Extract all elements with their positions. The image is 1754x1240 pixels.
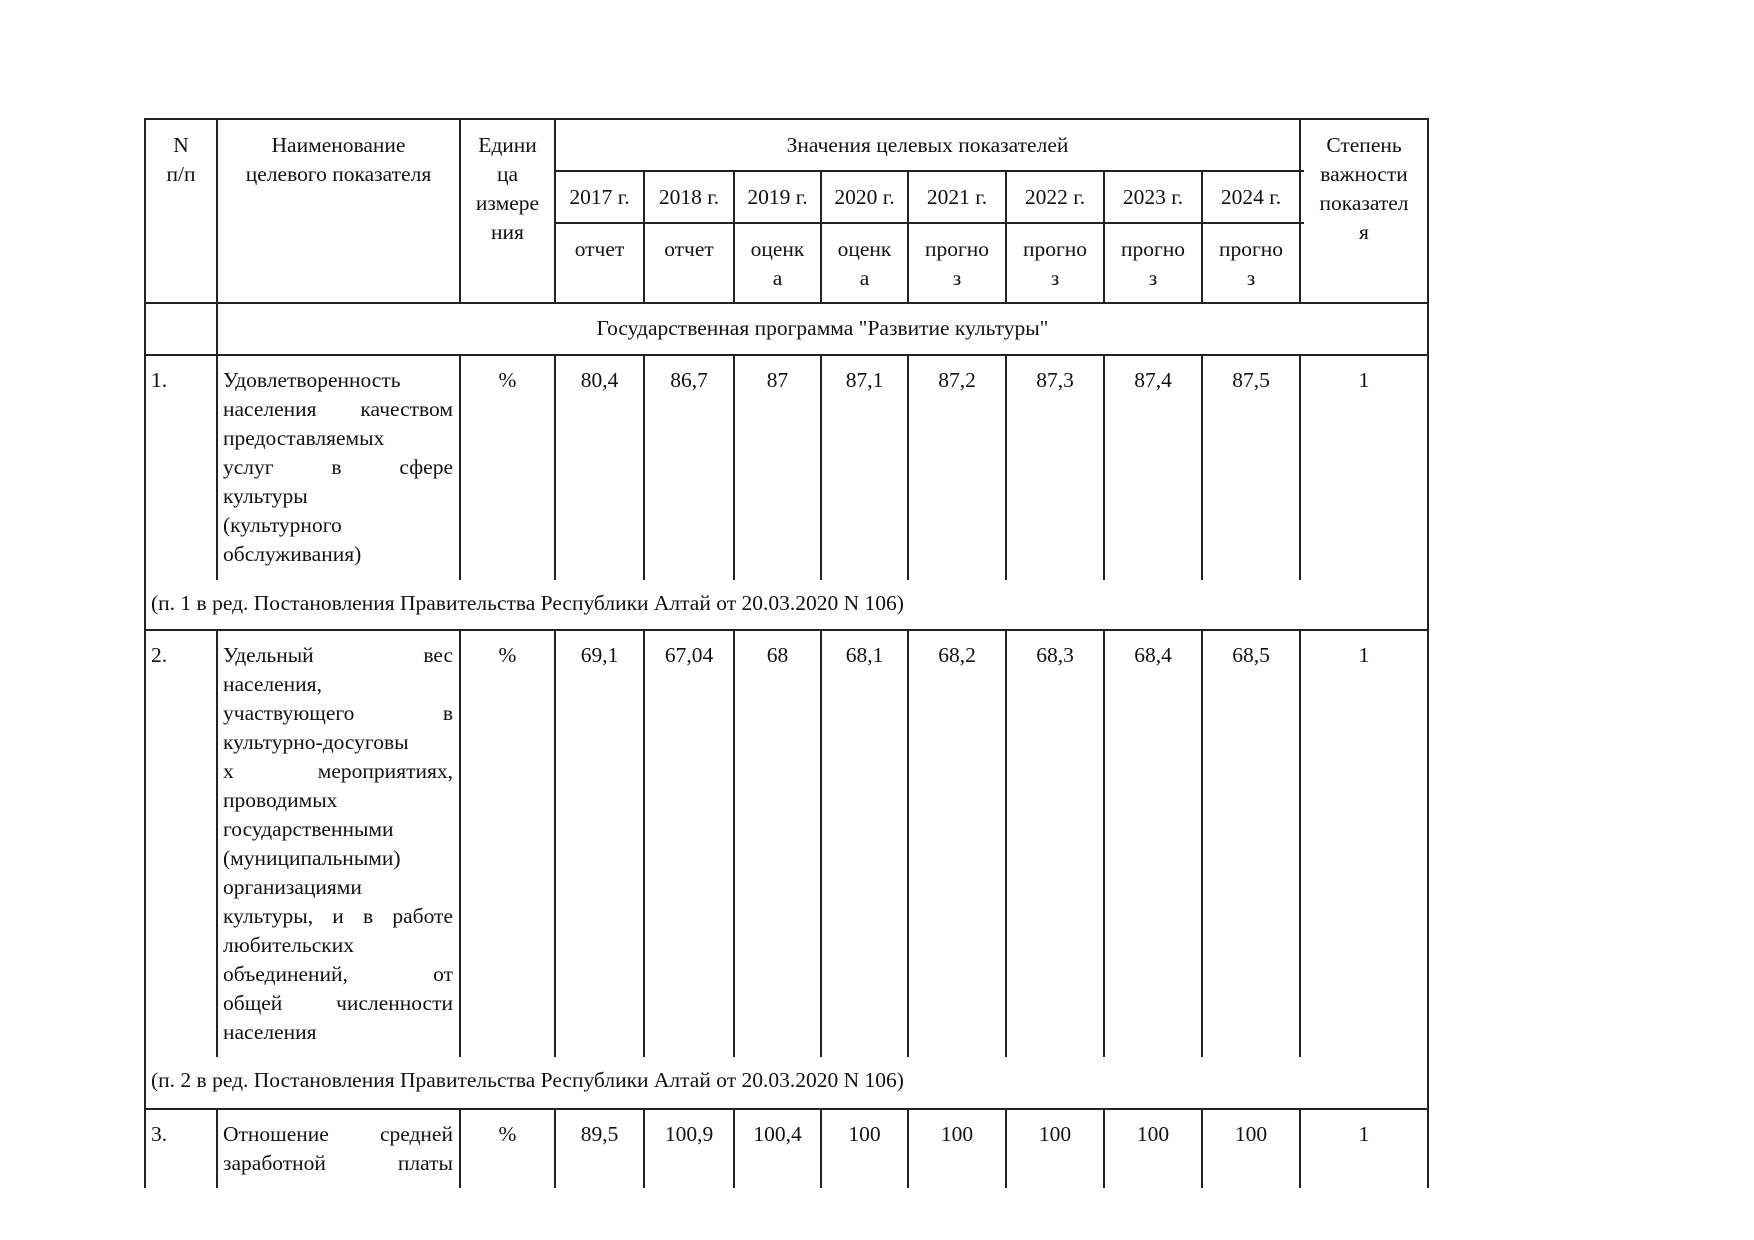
rule-v	[144, 629, 146, 1108]
row-value-2020: 68,1	[845, 643, 884, 667]
year-2021: 2021 г.	[926, 185, 988, 209]
row-value-2021: 87,2	[938, 368, 976, 392]
year-2019: 2019 г.	[747, 185, 808, 209]
name-line: организациями	[223, 875, 362, 899]
rule-v	[1427, 354, 1429, 629]
name-line: культурно-досуговы	[223, 730, 409, 754]
rule-v	[1427, 1108, 1429, 1188]
rule-top	[144, 118, 1428, 120]
header-name: Наименование целевого показателя	[245, 133, 432, 186]
row-value-2022: 100	[1038, 1122, 1072, 1146]
rule-row2-note-bottom	[144, 1108, 1428, 1110]
program-title: Государственная программа "Развитие культуры"	[596, 316, 1049, 340]
rule-v	[144, 354, 146, 629]
rule-v	[1299, 629, 1301, 1057]
row-unit: %	[498, 368, 517, 392]
name-line: обслуживания)	[223, 542, 362, 566]
rule-v	[1103, 629, 1105, 1057]
year-2020: 2020 г.	[834, 185, 895, 209]
type-2020: оценк а	[837, 237, 892, 290]
type-2017: отчет	[574, 237, 625, 261]
rule-v	[1427, 302, 1429, 354]
row-num: 2.	[151, 643, 168, 667]
name-line: услуг в сфере	[223, 455, 453, 479]
header-num: N п/п	[166, 133, 196, 186]
row-value-2020: 100	[848, 1122, 881, 1146]
type-2018: отчет	[664, 237, 714, 261]
type-2024: прогно з	[1218, 237, 1284, 290]
rule-v	[1201, 629, 1203, 1057]
name-line: культуры, и в работе	[223, 904, 453, 928]
rule-v	[216, 1108, 218, 1188]
rule-v	[643, 629, 645, 1057]
row-importance: 1	[1358, 1122, 1370, 1146]
year-2018: 2018 г.	[658, 185, 720, 209]
rule-v	[216, 629, 218, 1057]
row-unit: %	[498, 1122, 517, 1146]
row-value-2017: 69,1	[580, 643, 619, 667]
row-num: 1.	[151, 368, 168, 392]
row-value-2019: 100,4	[753, 1122, 802, 1146]
rule-row1-note-bottom	[144, 629, 1428, 631]
name-line: населения	[223, 1020, 317, 1044]
row-indicator-name	[223, 1120, 453, 1178]
name-line: Удовлетворенность	[223, 368, 401, 392]
row-value-2023: 100	[1136, 1122, 1170, 1146]
row-value-2019: 87	[766, 368, 789, 392]
type-2019: оценк а	[750, 237, 805, 290]
name-line: любительских	[223, 933, 354, 957]
type-2023: прогно з	[1120, 237, 1186, 290]
row-value-2022: 68,3	[1036, 643, 1074, 667]
row-value-2023: 87,4	[1134, 368, 1172, 392]
rule-v	[1005, 629, 1007, 1057]
row-value-2018: 100,9	[664, 1122, 714, 1146]
row-value-2021: 68,2	[938, 643, 976, 667]
rule-v	[1427, 629, 1429, 1108]
header-importance: Степень важности показател я	[1319, 133, 1409, 244]
rule-v	[144, 302, 146, 354]
row-num: 3.	[151, 1122, 168, 1146]
name-line: заработной платы	[223, 1151, 453, 1175]
name-line: участвующего в	[223, 701, 453, 725]
rule-v	[733, 629, 735, 1057]
row-value-2017: 80,4	[580, 368, 619, 392]
type-2022: прогно з	[1022, 237, 1088, 290]
name-line: проводимых	[223, 788, 338, 812]
row-importance: 1	[1358, 643, 1370, 667]
row-amendment-note: (п. 2 в ред. Постановления Правительства Республики Алтай от 20.03.2020 N 106)	[151, 1068, 904, 1092]
name-line: государственными	[223, 817, 394, 841]
year-2017: 2017 г.	[569, 185, 630, 209]
name-line: культуры	[223, 484, 308, 508]
name-line: х мероприятиях,	[223, 759, 453, 783]
rule-header-bottom	[144, 302, 1428, 304]
name-line: Отношение средней	[223, 1122, 453, 1146]
name-line: предоставляемых	[223, 426, 385, 450]
year-2024: 2024 г.	[1220, 185, 1282, 209]
rule-v	[144, 1108, 146, 1188]
name-line: населения,	[223, 672, 322, 696]
header-values-group: Значения целевых показателей	[786, 133, 1069, 157]
rule-v	[554, 629, 556, 1057]
rule-years-top	[554, 170, 1304, 172]
rule-v	[216, 354, 218, 580]
rule-v	[459, 629, 461, 1057]
type-2021: прогно з	[924, 237, 990, 290]
name-line: Удельный вес	[223, 643, 453, 667]
row-value-2018: 67,04	[664, 643, 714, 667]
rule-v	[1427, 118, 1429, 302]
row-indicator-name	[223, 641, 453, 1047]
year-2022: 2022 г.	[1024, 185, 1086, 209]
row-indicator-name	[223, 366, 453, 569]
header-unit: Едини ца измере ния	[475, 133, 540, 244]
row-value-2024: 68,5	[1232, 643, 1270, 667]
rule-v	[820, 629, 822, 1057]
row-value-2020: 87,1	[845, 368, 884, 392]
row-unit: %	[498, 643, 517, 667]
name-line: населения качеством	[223, 397, 453, 421]
row-value-2017: 89,5	[580, 1122, 619, 1146]
row-value-2024: 87,5	[1232, 368, 1270, 392]
row-value-2019: 68	[766, 643, 789, 667]
row-value-2024: 100	[1234, 1122, 1268, 1146]
rule-program-bottom	[144, 354, 1428, 356]
row-value-2022: 87,3	[1036, 368, 1074, 392]
name-line: (муниципальными)	[223, 846, 401, 870]
row-amendment-note: (п. 1 в ред. Постановления Правительства Республики Алтай от 20.03.2020 N 106)	[151, 591, 904, 615]
row-value-2021: 100	[940, 1122, 974, 1146]
row-importance: 1	[1358, 368, 1370, 392]
year-2023: 2023 г.	[1122, 185, 1184, 209]
name-line: общей численности	[223, 991, 453, 1015]
row-value-2018: 86,7	[670, 368, 708, 392]
rule-years-bottom	[554, 222, 1304, 224]
name-line: (культурного	[223, 513, 342, 537]
name-line: объединений, от	[223, 962, 453, 986]
row-value-2023: 68,4	[1134, 643, 1172, 667]
rule-v	[907, 629, 909, 1057]
